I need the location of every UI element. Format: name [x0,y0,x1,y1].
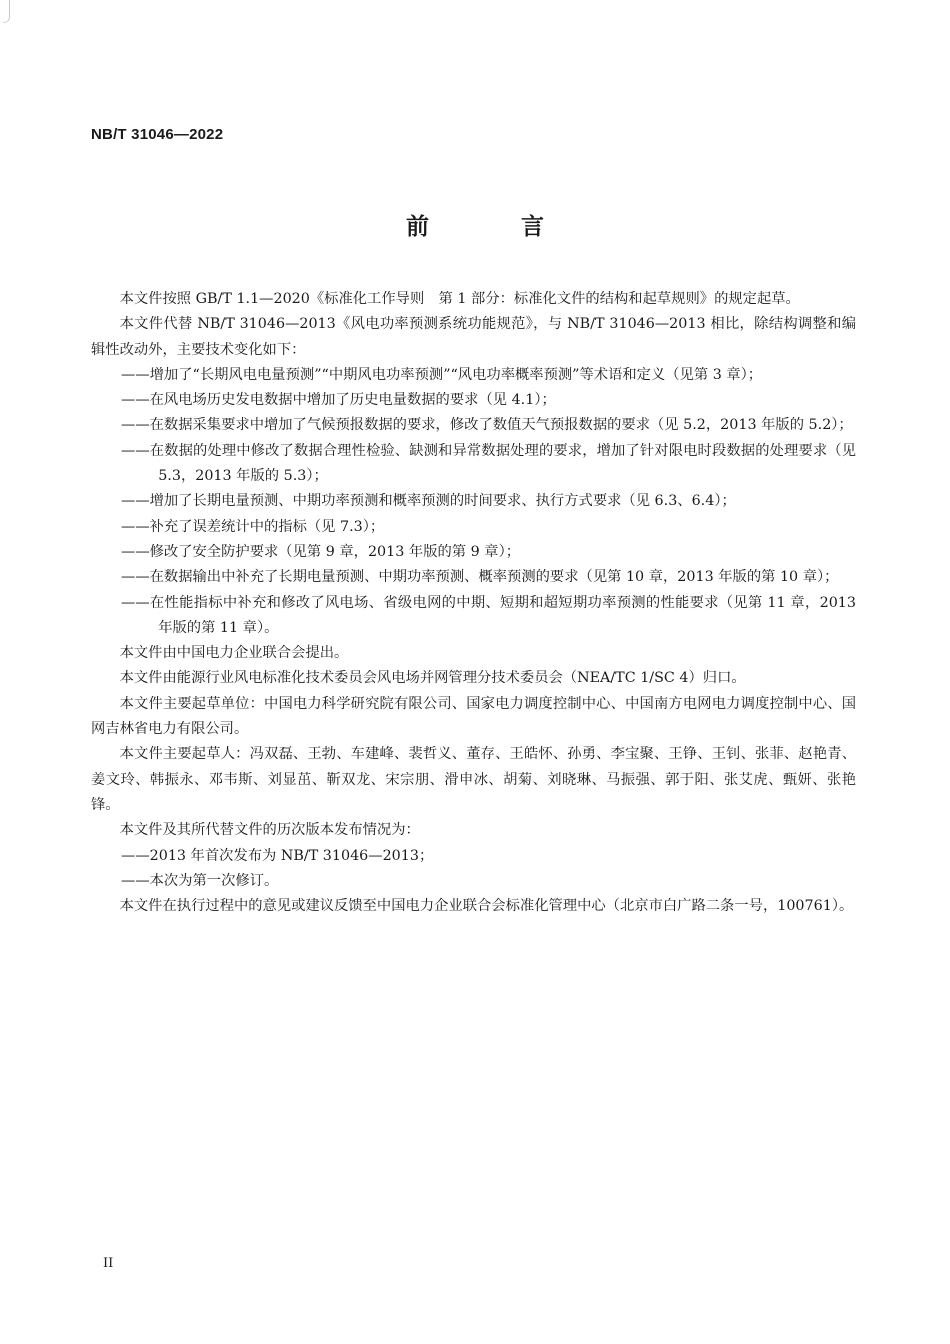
paragraph: 本文件主要起草单位：中国电力科学研究院有限公司、国家电力调度控制中心、中国南方电网电力调度控制中心、国网吉林省电力有限公司。 [91,695,856,738]
paragraph: 本文件及其所代替文件的历次版本发布情况为： [119,822,420,839]
list-item: ——增加了长期电量预测、中期功率预测和概率预测的时间要求、执行方式要求（见 6.3、6.4）； [121,493,736,510]
list-item: ——在性能指标中补充和修改了风电场、省级电网的中期、短期和超短期功率预测的性能要求（见第 11 章，2013 年版的第 11 章）。 [121,594,856,636]
list-item: ——本次为第一次修订。 [121,872,279,889]
list-item: ——增加了“长期风电电量预测”“中期风电功率预测”“风电功率概率预测”等术语和定义（见第 3 章）； [121,366,763,383]
list-item: ——修改了安全防护要求（见第 9 章，2013 年版的第 9 章）； [121,543,521,560]
paragraph: 本文件在执行过程中的意见或建议反馈至中国电力企业联合会标准化管理中心（北京市白广路二条一号，100761）。 [119,898,854,915]
document-code: NB/T 31046—2022 [91,126,224,143]
list-item: ——在数据的处理中修改了数据合理性检验、缺测和异常数据处理的要求，增加了针对限电时段数据的处理要求（见 5.3，2013 年版的 5.3）； [121,442,856,485]
list-item: ——在数据输出中补充了长期电量预测、中期功率预测、概率预测的要求（见第 10 章，2013 年版的第 10 章）； [121,569,839,586]
list-item: ——在数据采集要求中增加了气候预报数据的要求，修改了数值天气预报数据的要求（见 5.2，2013 年版的 5.2）； [121,417,853,434]
paragraph: 本文件由中国电力企业联合会提出。 [119,645,349,662]
foreword-body [91,287,856,919]
paragraph: 本文件主要起草人：冯双磊、王勃、车建峰、裴哲义、董存、王皓怀、孙勇、李宝聚、王铮、王钊、张菲、赵艳青、姜文玲、韩振永、邓韦斯、刘显茁、靳双龙、宋宗朋、滑申冰、胡菊、刘晓琳、马振强、郭于阳、张艾虎、甄妍、张艳锋。 [91,746,856,813]
paragraph: 本文件按照 GB/T 1.1—2020《标准化工作导则 第 1 部分：标准化文件的结构和起草规则》的规定起草。 [119,291,800,307]
list-item: ——补充了误差统计中的指标（见 7.3）； [121,518,385,535]
page-number: II [103,1256,114,1271]
paragraph: 本文件由能源行业风电标准化技术委员会风电场并网管理分技术委员会（NEA/TC 1/SC 4）归口。 [119,670,746,687]
list-item: ——2013 年首次发布为 NB/T 31046—2013； [121,847,434,864]
page-title: 前 言 [405,214,586,240]
scan-corner-mark [3,0,10,23]
paragraph: 本文件代替 NB/T 31046—2013《风电功率预测系统功能规范》，与 NB/T 31046—2013 相比，除结构调整和编辑性改动外，主要技术变化如下： [91,316,856,358]
list-item: ——在风电场历史发电数据中增加了历史电量数据的要求（见 4.1）； [121,392,556,409]
